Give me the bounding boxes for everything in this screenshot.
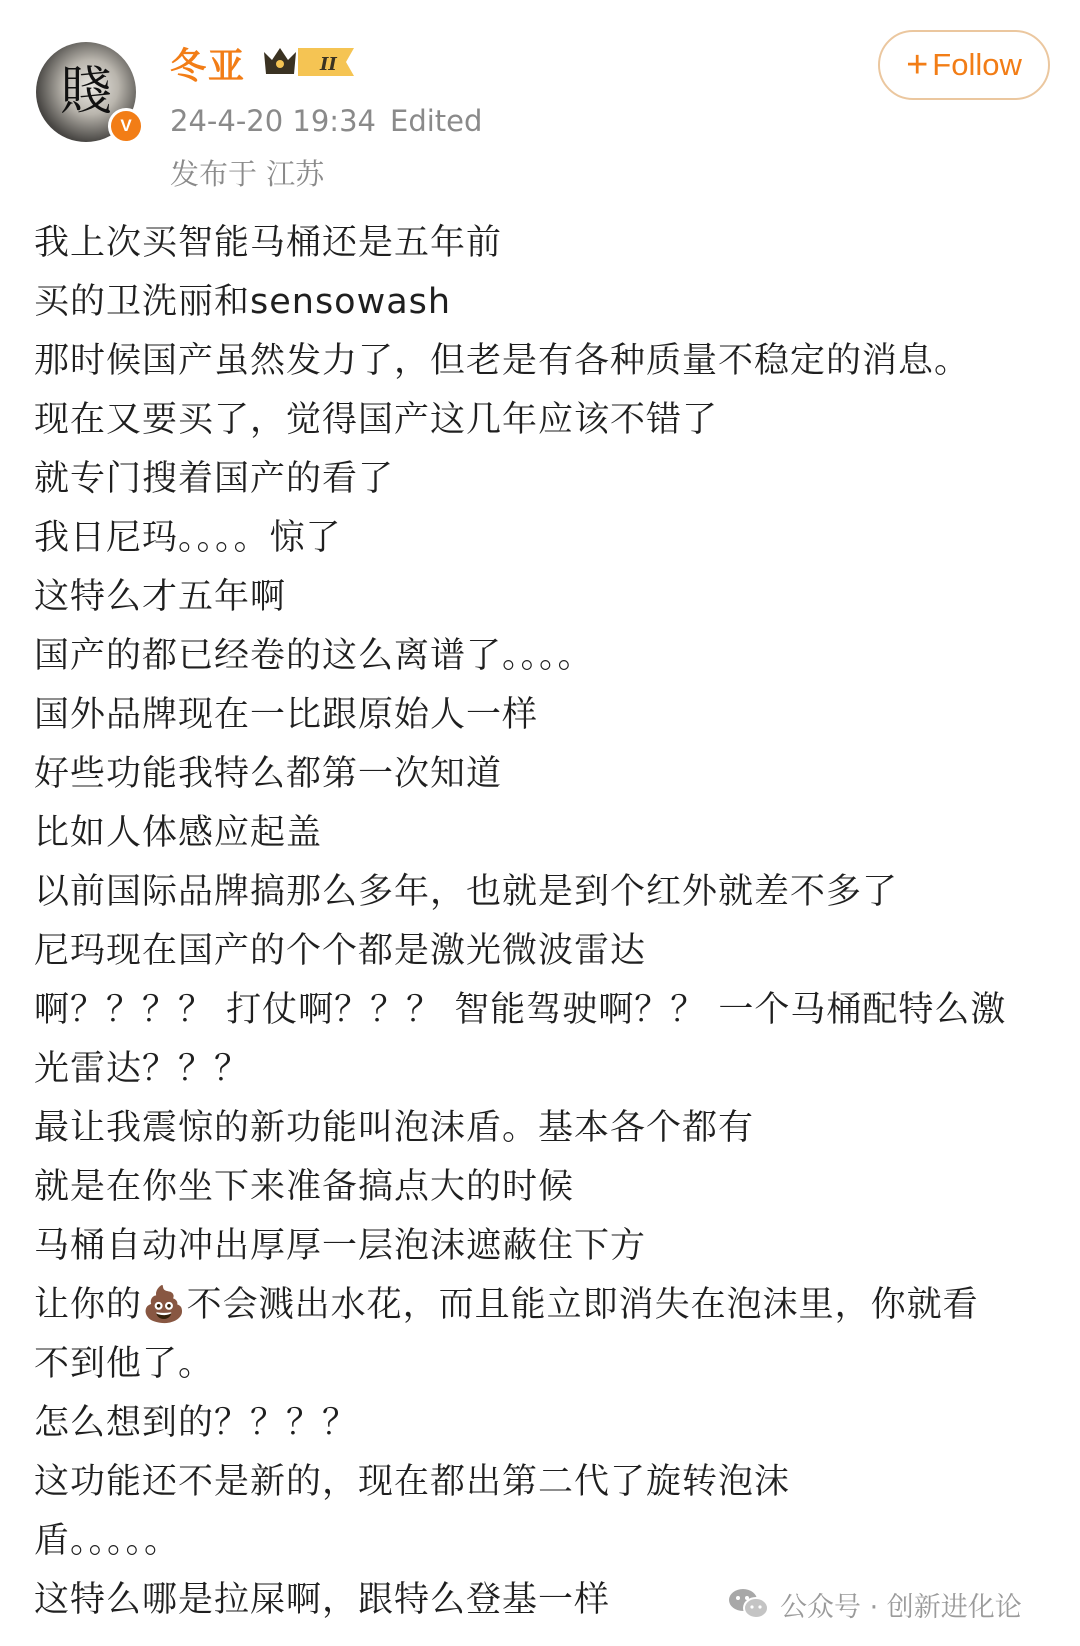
- post-text-line: 我上次买智能马桶还是五年前: [34, 223, 503, 263]
- post-text-line: 尼玛现在国产的个个都是激光微波雷达: [34, 931, 647, 971]
- post-text-line: 好些功能我特么都第一次知道: [34, 754, 503, 794]
- post-timestamp: 24-4-20 19:34: [170, 104, 376, 138]
- post-text-line: 国产的都已经卷的这么离谱了。。。。: [34, 636, 594, 676]
- follow-label: Follow: [932, 47, 1022, 82]
- post-text-line: 比如人体感应起盖: [34, 813, 323, 853]
- post-text-line: 就专门搜着国产的看了: [34, 459, 395, 499]
- post-text-line: 这功能还不是新的，现在都出第二代了旋转泡沫: [34, 1462, 791, 1502]
- post-text-line: 马桶自动冲出厚厚一层泡沫遮蔽住下方: [34, 1226, 647, 1266]
- post-location: 发布于 江苏: [170, 157, 325, 191]
- avatar-image: 賤: [59, 62, 112, 122]
- plus-icon: +: [906, 44, 929, 86]
- post-text-line: 就是在你坐下来准备搞点大的时候: [34, 1167, 575, 1207]
- watermark: [728, 1584, 1022, 1624]
- wechat-icon: [728, 1587, 770, 1621]
- verified-icon: V: [108, 108, 144, 144]
- post-text-line: 以前国际品牌搞那么多年，也就是到个红外就差不多了: [34, 872, 899, 912]
- vip-crown-icon[interactable]: [262, 44, 362, 80]
- post-body: [34, 214, 1054, 1630]
- post-text-line: 买的卫洗丽和sensowash: [34, 282, 452, 322]
- post-text-line: 光雷达？？？: [34, 1049, 251, 1089]
- post-text-line: 盾。。。。。: [34, 1521, 181, 1561]
- watermark-text: 公众号 · 创新进化论: [780, 1591, 1022, 1623]
- post-text-line: 最让我震惊的新功能叫泡沫盾。基本各个都有: [34, 1108, 755, 1148]
- post-text-line: 让你的💩不会溅出水花，而且能立即消失在泡沫里，你就看: [34, 1285, 979, 1325]
- post-text-line: 现在又要买了，觉得国产这几年应该不错了: [34, 400, 719, 440]
- post-text-line: 这特么哪是拉屎啊，跟特么登基一样: [34, 1580, 611, 1620]
- vip-level: II: [320, 54, 337, 75]
- post-text-line: 啊？？？？ 打仗啊？？？ 智能驾驶啊？？ 一个马桶配特么激: [34, 990, 1007, 1030]
- post-text-line: 国外品牌现在一比跟原始人一样: [34, 695, 539, 735]
- post-text-line: 这特么才五年啊: [34, 577, 287, 617]
- post-text-line: 怎么想到的？？？？: [34, 1403, 359, 1443]
- post-text-line: 不到他了。: [34, 1344, 215, 1384]
- edited-label[interactable]: Edited: [390, 104, 483, 138]
- post-header: [0, 0, 1080, 200]
- post-text-line: 我日尼玛。。。。惊了: [34, 518, 342, 558]
- post-text-line: 那时候国产虽然发力了，但老是有各种质量不稳定的消息。: [34, 341, 971, 381]
- follow-button[interactable]: [878, 30, 1050, 100]
- username[interactable]: 冬亚: [170, 46, 247, 87]
